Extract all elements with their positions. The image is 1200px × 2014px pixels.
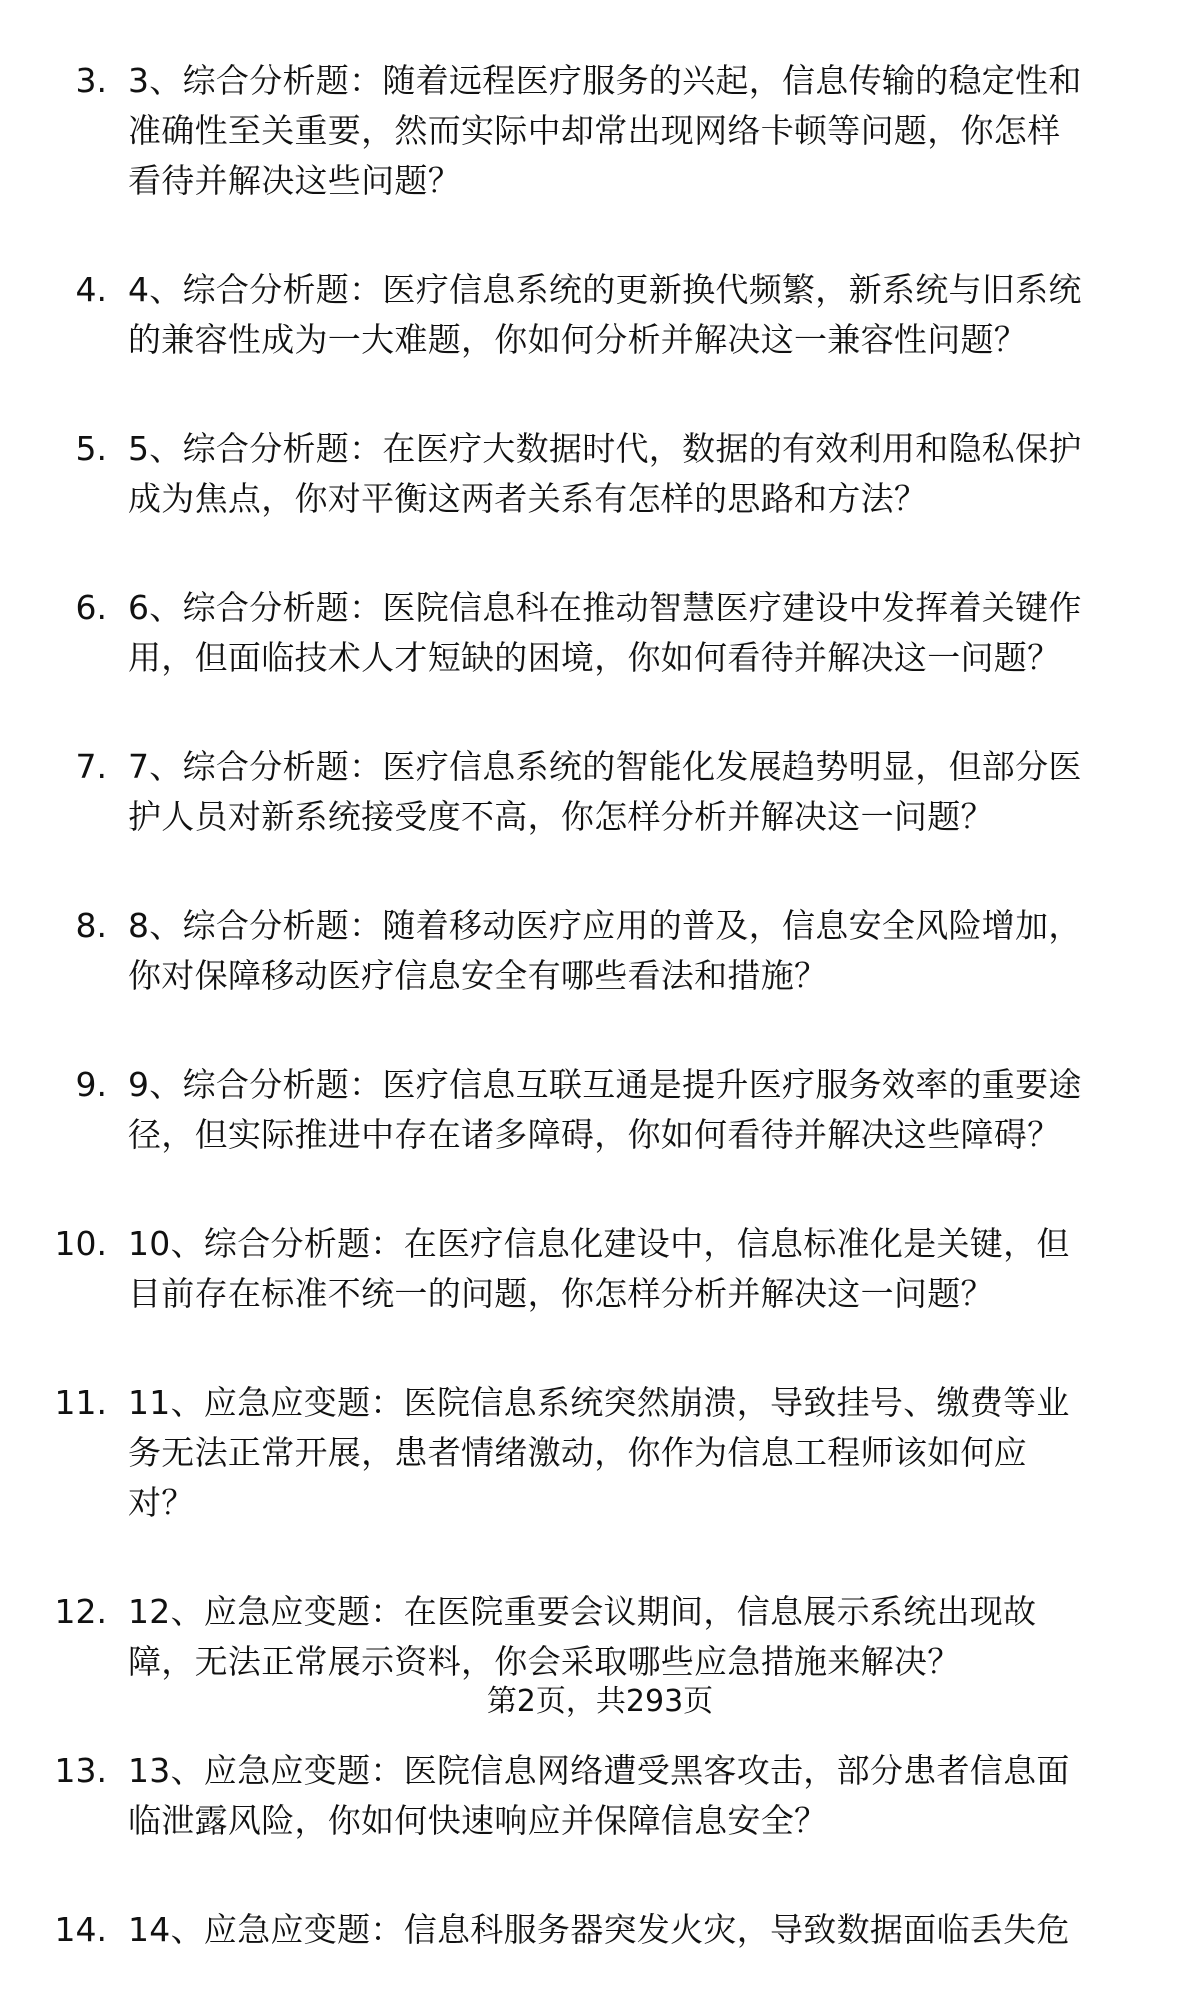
question-text-line: 目前存在标准不统一的问题，你怎样分析并解决这一问题？ <box>128 1274 994 1313</box>
question-text <box>128 1587 1166 1687</box>
question-text <box>128 901 1166 1001</box>
question-text-line: 对？ <box>128 1483 195 1522</box>
question-text-line: 护人员对新系统接受度不高，你怎样分析并解决这一问题？ <box>128 797 994 836</box>
question-number: 8. <box>75 906 107 945</box>
question-item <box>0 1219 1200 1319</box>
question-item <box>0 424 1200 524</box>
question-text-line: 7、综合分析题：医疗信息系统的智能化发展趋势明显，但部分医 <box>128 747 1082 786</box>
question-text-line: 务无法正常开展，患者情绪激动，你作为信息工程师该如何应 <box>128 1433 1028 1472</box>
question-text <box>128 1060 1166 1160</box>
question-text-line: 用，但面临技术人才短缺的困境，你如何看待并解决这一问题？ <box>128 638 1061 677</box>
question-item <box>0 901 1200 1001</box>
question-text <box>128 56 1166 206</box>
question-item <box>0 1587 1200 1687</box>
question-text-line: 13、应急应变题：医院信息网络遭受黑客攻击，部分患者信息面 <box>128 1751 1070 1790</box>
question-text-line: 11、应急应变题：医院信息系统突然崩溃，导致挂号、缴费等业 <box>128 1383 1070 1422</box>
question-item <box>0 1060 1200 1160</box>
question-number: 6. <box>75 588 107 627</box>
question-text-line: 9、综合分析题：医疗信息互联互通是提升医疗服务效率的重要途 <box>128 1065 1082 1104</box>
question-number: 4. <box>75 270 107 309</box>
question-text-line: 看待并解决这些问题？ <box>128 161 461 200</box>
question-number: 3. <box>75 61 107 100</box>
question-text <box>128 1219 1166 1319</box>
question-text <box>128 742 1166 842</box>
question-text-line: 径，但实际推进中存在诸多障碍，你如何看待并解决这些障碍？ <box>128 1115 1061 1154</box>
question-number: 13. <box>54 1751 107 1790</box>
question-text-line: 4、综合分析题：医疗信息系统的更新换代频繁，新系统与旧系统 <box>128 270 1082 309</box>
question-text-line: 临泄露风险，你如何快速响应并保障信息安全？ <box>128 1801 828 1840</box>
question-text-line: 成为焦点，你对平衡这两者关系有怎样的思路和方法？ <box>128 479 928 518</box>
question-text-line: 准确性至关重要，然而实际中却常出现网络卡顿等问题，你怎样 <box>128 111 1061 150</box>
question-text <box>128 583 1166 683</box>
question-text-line: 12、应急应变题：在医院重要会议期间，信息展示系统出现故 <box>128 1592 1037 1631</box>
question-text <box>128 1378 1166 1528</box>
question-item <box>0 583 1200 683</box>
question-number: 11. <box>54 1383 107 1422</box>
question-text-line: 3、综合分析题：随着远程医疗服务的兴起，信息传输的稳定性和 <box>128 61 1082 100</box>
question-text-line: 14、应急应变题：信息科服务器突发火灾，导致数据面临丢失危 <box>128 1910 1070 1949</box>
page-footer: 第2页，共293页 <box>486 1684 714 1719</box>
question-text-line: 障，无法正常展示资料，你会采取哪些应急措施来解决？ <box>128 1642 961 1681</box>
question-text-line: 的兼容性成为一大难题，你如何分析并解决这一兼容性问题？ <box>128 320 1028 359</box>
question-item <box>0 56 1200 206</box>
question-text <box>128 1746 1166 1846</box>
question-number: 12. <box>54 1592 107 1631</box>
question-number: 14. <box>54 1910 107 1949</box>
question-text <box>128 424 1166 524</box>
question-text <box>128 265 1166 365</box>
question-text <box>128 1905 1166 1955</box>
question-text-line: 5、综合分析题：在医疗大数据时代，数据的有效利用和隐私保护 <box>128 429 1082 468</box>
question-number: 5. <box>75 429 107 468</box>
question-item <box>0 265 1200 365</box>
question-text-line: 10、综合分析题：在医疗信息化建设中，信息标准化是关键，但 <box>128 1224 1070 1263</box>
question-text-line: 你对保障移动医疗信息安全有哪些看法和措施？ <box>128 956 828 995</box>
question-item <box>0 742 1200 842</box>
question-item <box>0 1746 1200 1846</box>
question-text-line: 8、综合分析题：随着移动医疗应用的普及，信息安全风险增加， <box>128 906 1082 945</box>
question-number: 10. <box>54 1224 107 1263</box>
question-item <box>0 1905 1200 1955</box>
question-number: 9. <box>75 1065 107 1104</box>
question-item <box>0 1378 1200 1528</box>
question-number: 7. <box>75 747 107 786</box>
question-text-line: 6、综合分析题：医院信息科在推动智慧医疗建设中发挥着关键作 <box>128 588 1082 627</box>
